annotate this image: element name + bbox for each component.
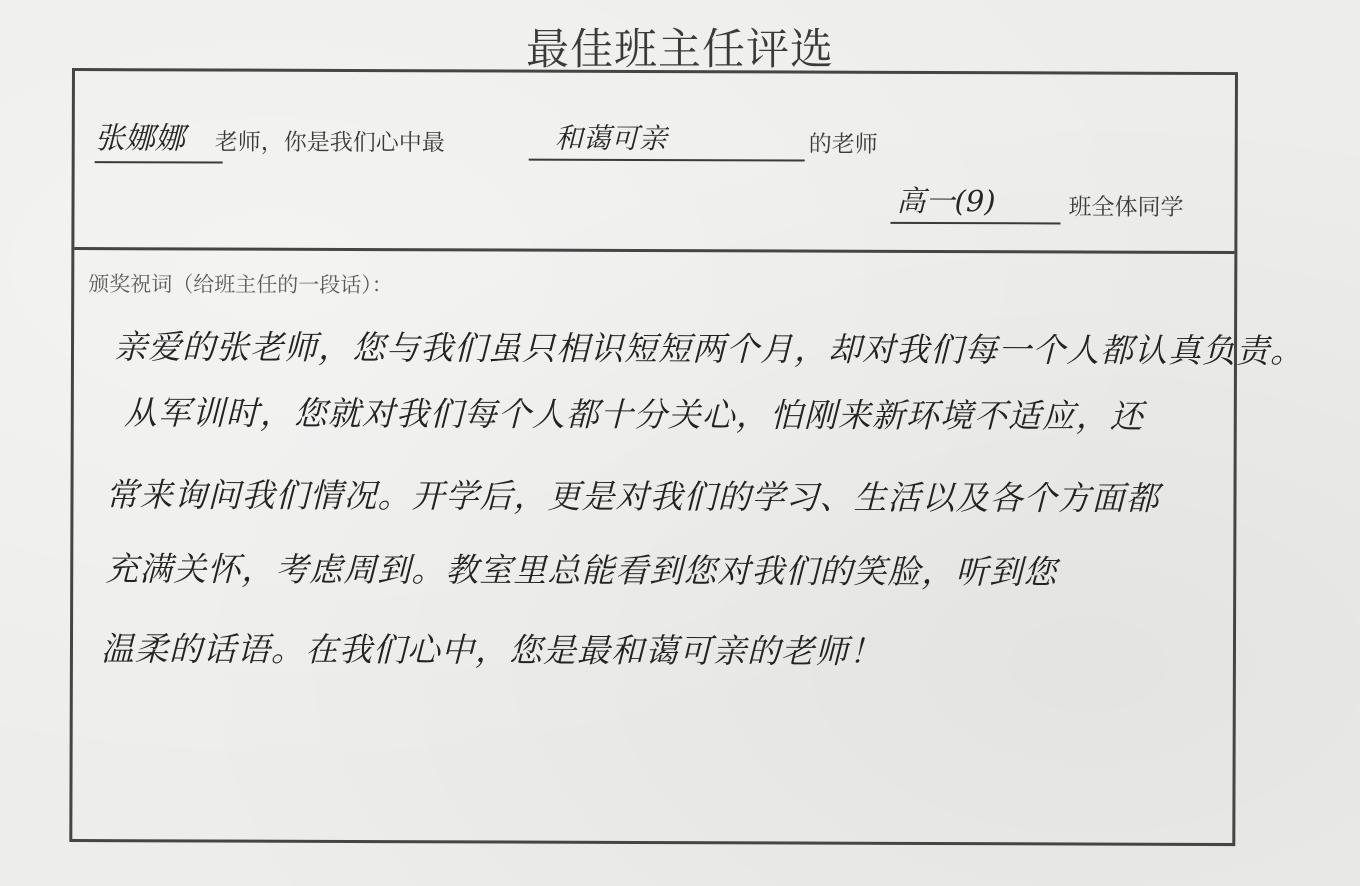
- award-speech-line: 从军训时，您就对我们每个人都十分关心，怕刚来新环境不适应，还: [123, 393, 1144, 436]
- award-speech-line: 亲爱的张老师，您与我们虽只相识短短两个月，却对我们每一个人都认真负责。: [113, 327, 1305, 371]
- section-divider: [74, 247, 1234, 254]
- prompt-text-1: 老师，你是我们心中最: [214, 129, 445, 157]
- prompt-text-2: 的老师: [808, 131, 878, 158]
- award-speech-line: 充满关怀，考虑周到。教室里总能看到您对我们的笑脸，听到您: [105, 549, 1058, 592]
- award-speech-line: 常来询问我们情况。开学后，更是对我们的学习、生活以及各个方面都: [105, 475, 1160, 518]
- nomination-form: [69, 68, 1305, 846]
- award-speech-label: 颁奖祝词（给班主任的一段话）：: [88, 272, 393, 298]
- form-title: 最佳班主任评选: [526, 25, 834, 75]
- class-name-handwritten: 高一(9): [896, 183, 996, 219]
- signature-suffix: 班全体同学: [1068, 194, 1184, 221]
- award-speech-line: 温柔的话语。在我们心中，您是最和蔼可亲的老师！: [100, 629, 884, 671]
- teacher-name-handwritten: 张娜娜: [95, 117, 223, 163]
- answer-handwritten: 和蔼可亲: [554, 121, 667, 156]
